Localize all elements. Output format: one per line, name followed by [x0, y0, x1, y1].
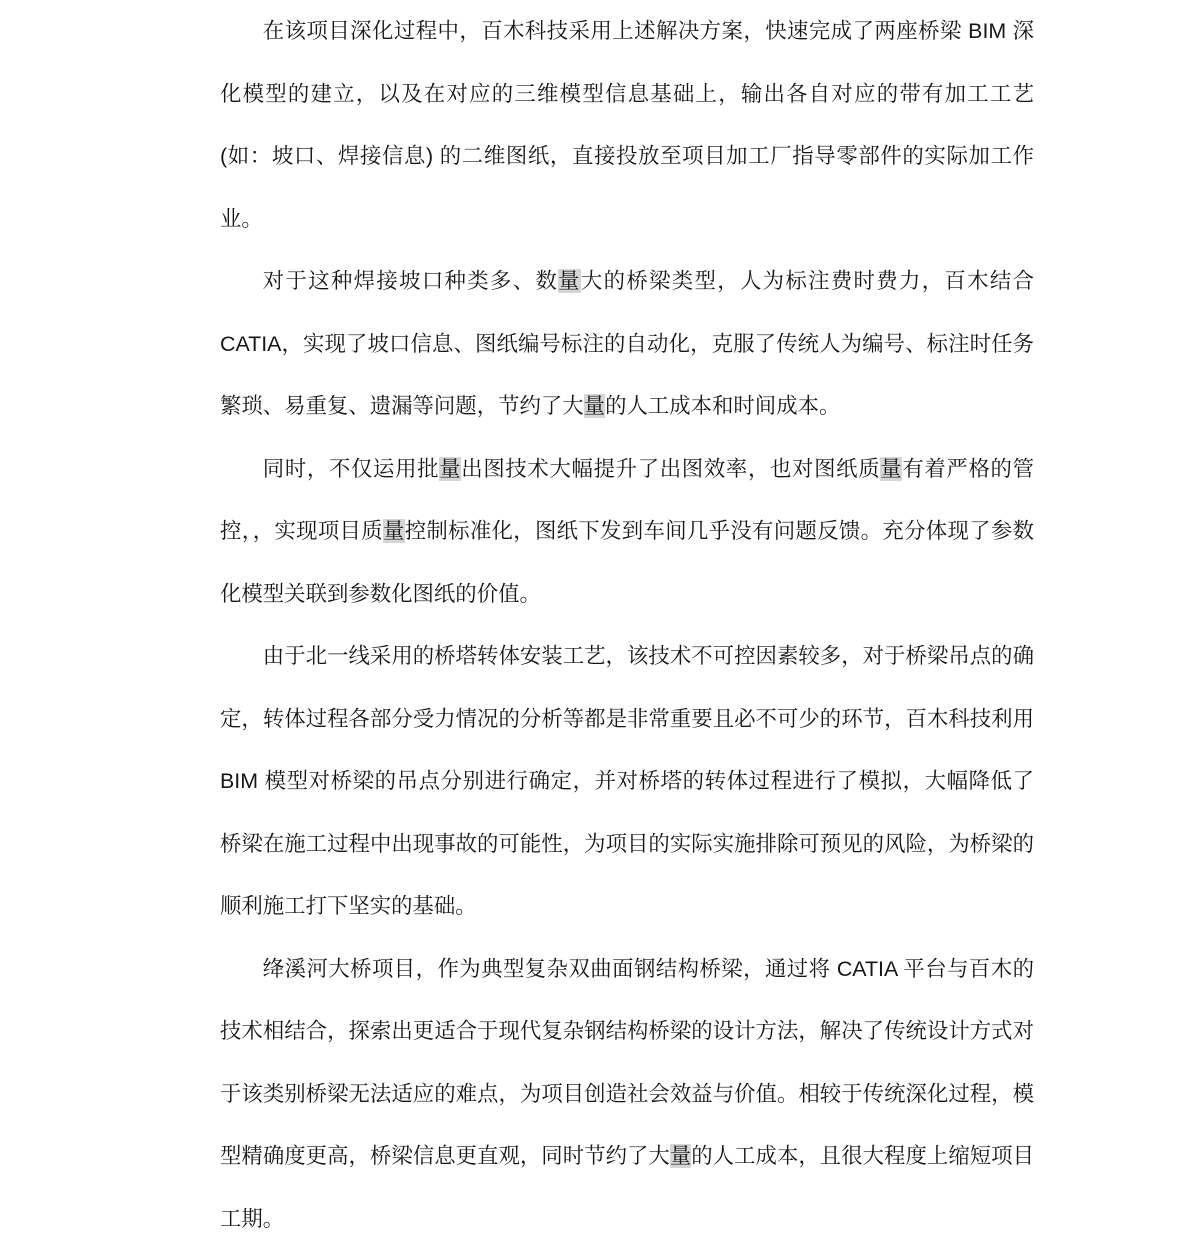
search-highlight: 量 [880, 457, 902, 481]
document-body [220, 0, 1034, 1250]
document-page [220, 0, 1034, 1250]
search-highlight: 量 [558, 269, 581, 293]
paragraph [220, 438, 1034, 626]
search-highlight: 量 [670, 1144, 691, 1168]
text-segment: 由于北一线采用的桥塔转体安装工艺，该技术不可控因素较多，对于桥梁吊点的确定，转体过程各部分受力情况的分析等都是非常重要且必不可少的环节，百木科技利用 BIM 模型对桥梁的吊点分别进行确定，并对桥塔的转体过程进行了模拟，大幅降低了桥梁在施工过程中出现事故的可能性，为项目的实际实施排除可预见的风险，为桥梁的顺利施工打下坚实的基础。 [220, 644, 1034, 918]
text-segment: 在该项目深化过程中，百木科技采用上述解决方案，快速完成了两座桥梁 BIM 深化模型的建立，以及在对应的三维模型信息基础上，输出各自对应的带有加工工艺 (如：坡口、焊接信息) 的二维图纸，直接投放至项目加工厂指导零部件的实际加工作业。 [220, 19, 1034, 231]
text-segment: 绛溪河大桥项目，作为典型复杂双曲面钢结构桥梁，通过将 CATIA 平台与百木的技术相结合，探索出更适合于现代复杂钢结构桥梁的设计方法，解决了传统设计方式对于该类别桥梁无法适应的难点，为项目创造社会效益与价值。相较于传统深化过程，模型精确度更高，桥梁信息更直观，同时节约了大 [220, 957, 1034, 1169]
paragraph [220, 938, 1034, 1250]
text-segment: 有着严格的管控，，实现项目质 [220, 457, 1034, 544]
text-segment: 的人工成本和时间成本。 [605, 394, 840, 418]
text-segment: 大的桥梁类型，人为标注费时费力，百木结合 CATIA，实现了坡口信息、图纸编号标注的自动化，克服了传统人为编号、标注时任务繁琐、易重复、遗漏等问题，节约了大 [220, 269, 1034, 418]
paragraph [220, 0, 1034, 250]
paragraph [220, 250, 1034, 438]
text-segment: 控制标准化，图纸下发到车间几乎没有问题反馈。充分体现了参数化模型关联到参数化图纸的价值。 [220, 519, 1034, 606]
paragraph [220, 625, 1034, 938]
text-segment: 对于这种焊接坡口种类多、数 [263, 269, 558, 293]
text-segment: 出图技术大幅提升了出图效率，也对图纸质 [461, 457, 880, 481]
text-segment: 的人工成本，且很大程度上缩短项目工期。 [220, 1144, 1034, 1231]
search-highlight: 量 [439, 457, 461, 481]
search-highlight: 量 [383, 519, 405, 543]
search-highlight: 量 [584, 394, 605, 418]
text-segment: 同时，不仅运用批 [263, 457, 439, 481]
